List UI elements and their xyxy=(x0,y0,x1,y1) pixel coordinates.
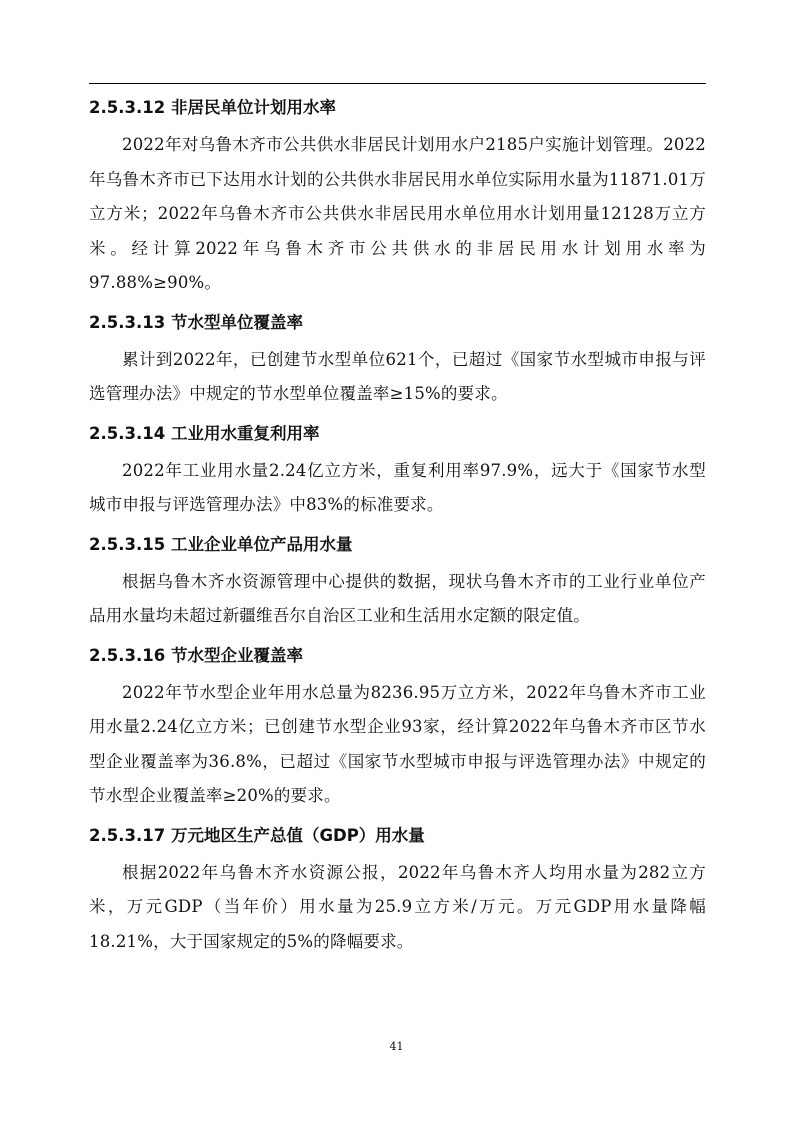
section-paragraph: 2022年节水型企业年用水总量为8236.95万立方米，2022年乌鲁木齐市工业用水量2.24亿立方米；已创建节水型企业93家，经计算2022年乌鲁木齐市区节水型企业覆盖率为36.8%，已超过《国家节水型城市申报与评选管理办法》中规定的节水型企业覆盖率≥20%的要求。 xyxy=(89,682,706,805)
section-heading: 2.5.3.15 工业企业单位产品用水量 xyxy=(89,534,353,554)
page-number: 41 xyxy=(389,1040,404,1053)
section-heading: 2.5.3.13 节水型单位覆盖率 xyxy=(89,312,303,332)
section-heading: 2.5.3.16 节水型企业覆盖率 xyxy=(89,645,303,665)
section-paragraph: 根据乌鲁木齐水资源管理中心提供的数据，现状乌鲁木齐市的工业行业单位产品用水量均未超过新疆维吾尔自治区工业和生活用水定额的限定值。 xyxy=(89,571,706,625)
section-paragraph: 2022年工业用水量2.24亿立方米，重复利用率97.9%，远大于《国家节水型城市申报与评选管理办法》中83%的标准要求。 xyxy=(89,460,706,514)
section-paragraph: 2022年对乌鲁木齐市公共供水非居民计划用水户2185户实施计划管理。2022年乌鲁木齐市已下达用水计划的公共供水非居民用水单位实际用水量为11871.01万立方米；2022年乌鲁木齐市公共供水非居民用水单位用水计划用量12128万立方米。经计算2022年乌鲁木齐市公共供水的非居民用水计划用水率为97.88%≥90%。 xyxy=(89,135,706,292)
section-heading: 2.5.3.14 工业用水重复利用率 xyxy=(89,423,320,443)
section-paragraph: 根据2022年乌鲁木齐水资源公报，2022年乌鲁木齐人均用水量为282立方米，万元GDP（当年价）用水量为25.9立方米/万元。万元GDP用水量降幅18.21%，大于国家规定的5%的降幅要求。 xyxy=(89,862,706,951)
section-paragraph: 累计到2022年，已创建节水型单位621个，已超过《国家节水型城市申报与评选管理办法》中规定的节水型单位覆盖率≥15%的要求。 xyxy=(89,349,706,403)
section-heading: 2.5.3.17 万元地区生产总值（GDP）用水量 xyxy=(89,825,425,845)
section-heading: 2.5.3.12 非居民单位计划用水率 xyxy=(89,98,336,117)
header-rule xyxy=(89,83,706,84)
document-body xyxy=(89,90,706,963)
